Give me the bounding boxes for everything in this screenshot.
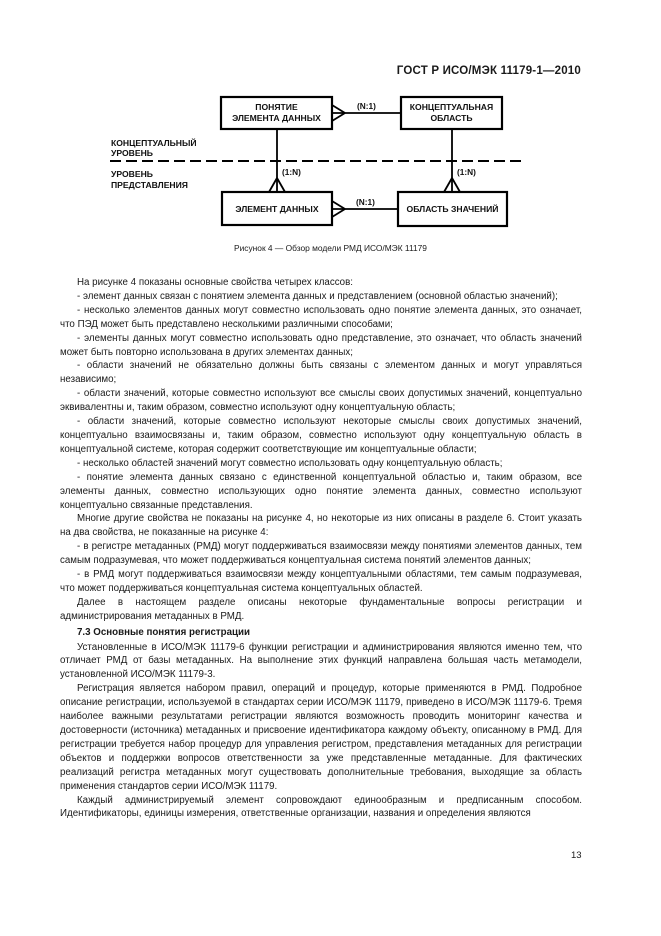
paragraph: Многие другие свойства не показаны на рисунке 4, но некоторые из них описаны в разделе 6. Стоит указать на два свойства, не показанные на рисунке 4: <box>60 513 582 539</box>
paragraph: На рисунке 4 показаны основные свойства четырех классов: <box>77 277 353 288</box>
bottom-link-cardinality: (N:1) <box>356 197 375 207</box>
body-text <box>60 276 582 821</box>
list-item: - области значений не обязательно должны быть связаны с элементом данных и могут управляться независимо; <box>60 360 582 386</box>
list-item: - области значений, которые совместно используют все смыслы своих допустимых значений, концептуально эквивалентны и, таким образом, совместно используют одну концептуальную область; <box>60 388 582 414</box>
paragraph: Далее в настоящем разделе описаны некоторые фундаментальные вопросы регистрации и администрирования метаданных в РМД. <box>60 596 582 622</box>
list-item: - элементы данных могут совместно использовать одно представление, это означает, что область значений может быть повторно использована в других элементах данных; <box>60 332 582 358</box>
box-cd-label-1: КОНЦЕПТУАЛЬНАЯ <box>409 102 494 112</box>
level-representation-1: УРОВЕНЬ <box>111 169 153 179</box>
box-de-label: ЭЛЕМЕНТ ДАННЫХ <box>235 204 319 214</box>
left-link-cardinality: (1:N) <box>282 167 301 177</box>
page-number: 13 <box>571 850 582 861</box>
section-heading: 7.3 Основные понятия регистрации <box>77 626 251 638</box>
box-dec-label-1: ПОНЯТИЕ <box>255 102 298 112</box>
top-link-cardinality: (N:1) <box>357 101 376 111</box>
paragraph: Установленные в ИСО/МЭК 11179-6 функции регистрации и администрирования являются именно тем, что отличает РМД от базы метаданных. На выполнение этих функций направлена большая часть метамодели, установленной ИСО/МЭК 11179-3. <box>60 641 582 681</box>
level-conceptual-1: КОНЦЕПТУАЛЬНЫЙ <box>111 138 197 148</box>
list-item: - несколько областей значений могут совместно использовать одну концептуальную область; <box>77 457 503 469</box>
level-representation-2: ПРЕДСТАВЛЕНИЯ <box>111 180 188 190</box>
box-dec-label-2: ЭЛЕМЕНТА ДАННЫХ <box>232 113 321 123</box>
list-item: - понятие элемента данных связано с единственной концептуальной областью и, таким образом, все элементы данных, совместно использующих одно понятие элемента данных, совместно используют концептуально связанные представления. <box>60 471 582 511</box>
right-link-cardinality: (1:N) <box>457 167 476 177</box>
paragraph: Регистрация является набором правил, операций и процедур, которые применяются в РМД. Подробное описание регистрации, используемой в стандартах серии ИСО/МЭК 11179, приведено в ИСО/МЭК 11179-6. Тремя наиболее важными результатами регистрации являются возможность проводить мониторинг качества и достоверности (источника) метаданных и присвоение идентификатора каждому объекту, описанному в РМД. Для регистрации требуется набор процедур для управления регистром, представления метаданных для регистрации объектов и поддержки вопросов ответственности за уже представленные метаданные. Для фактических реализаций регистра метаданных могут существовать дополнительные требования, выходящие за область применения стандартов серии ИСО/МЭК 11179. <box>60 683 582 792</box>
document-header: ГОСТ Р ИСО/МЭК 11179-1—2010 <box>396 65 581 77</box>
list-item: - в регистре метаданных (РМД) могут поддерживаться взаимосвязи между понятиями элементов данных, тем самым подразумевая, что может поддерживаться концептуальная система понятий элементов данных; <box>60 541 582 567</box>
figure-4-diagram <box>0 0 661 240</box>
level-conceptual-2: УРОВЕНЬ <box>111 148 153 158</box>
figure-caption: Рисунок 4 — Обзор модели РМД ИСО/МЭК 11179 <box>234 243 427 253</box>
list-item: - области значений, которые совместно используют некоторые смыслы своих допустимых значений, концептуально взаимосвязаны и, таким образом, совместно используют одну концептуальную область в концептуальной системе, которая содержит соответствующие им концептуальные области; <box>60 416 582 455</box>
list-item: - несколько элементов данных могут совместно использовать одно понятие элемента данных, это означает, что ПЭД может быть представлено несколькими различными способами; <box>60 304 582 330</box>
box-cd-label-2: ОБЛАСТЬ <box>430 113 473 123</box>
paragraph: Каждый администрируемый элемент сопровождают единообразным и предписанным способом. Идентификаторы, единицы измерения, ответственные организации, названия и определения являются <box>60 794 582 820</box>
list-item: - элемент данных связан с понятием элемента данных и представлением (основной областью значений); <box>77 290 558 302</box>
list-item: - в РМД могут поддерживаться взаимосвязи между концептуальными областями, тем самым подразумевая, что может поддерживаться концептуальная система концептуальных областей. <box>60 569 582 594</box>
box-vd-label: ОБЛАСТЬ ЗНАЧЕНИЙ <box>406 204 499 214</box>
